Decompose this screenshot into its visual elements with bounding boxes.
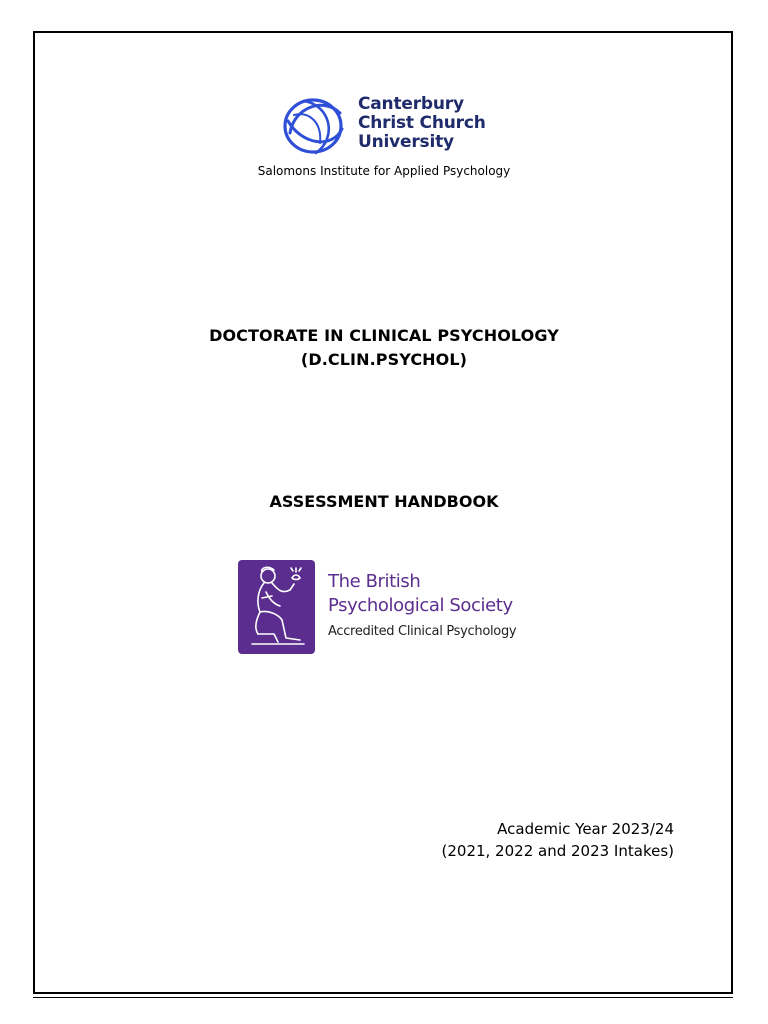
university-wordmark [358, 95, 486, 152]
bottom-rule [33, 997, 733, 998]
document-title-line-1: DOCTORATE IN CLINICAL PSYCHOLOGY [209, 326, 559, 345]
academic-info [442, 818, 675, 862]
document-title-line-2: (D.CLIN.PSYCHOL) [300, 350, 468, 369]
institute-name: Salomons Institute for Applied Psychology [257, 164, 511, 178]
bps-organization-name [328, 570, 513, 618]
university-name-line-2: Christ Church [358, 113, 486, 133]
academic-year: Academic Year 2023/24 [497, 820, 674, 838]
university-name-line-1: Canterbury [358, 94, 464, 114]
accreditation-status: Accredited Clinical Psychology [328, 624, 517, 639]
document-subtitle: ASSESSMENT HANDBOOK [269, 492, 499, 511]
university-logo [280, 93, 510, 158]
intakes: (2021, 2022 and 2023 Intakes) [441, 842, 674, 860]
bps-name-line-2: Psychological Society [328, 595, 513, 616]
university-emblem-icon [280, 93, 350, 157]
bps-name-line-1: The British [328, 571, 421, 592]
bps-emblem [238, 560, 315, 654]
bps-logo [238, 560, 538, 655]
document-title [0, 324, 768, 372]
kneeling-figure-icon [238, 560, 315, 654]
university-name-line-3: University [358, 132, 454, 152]
